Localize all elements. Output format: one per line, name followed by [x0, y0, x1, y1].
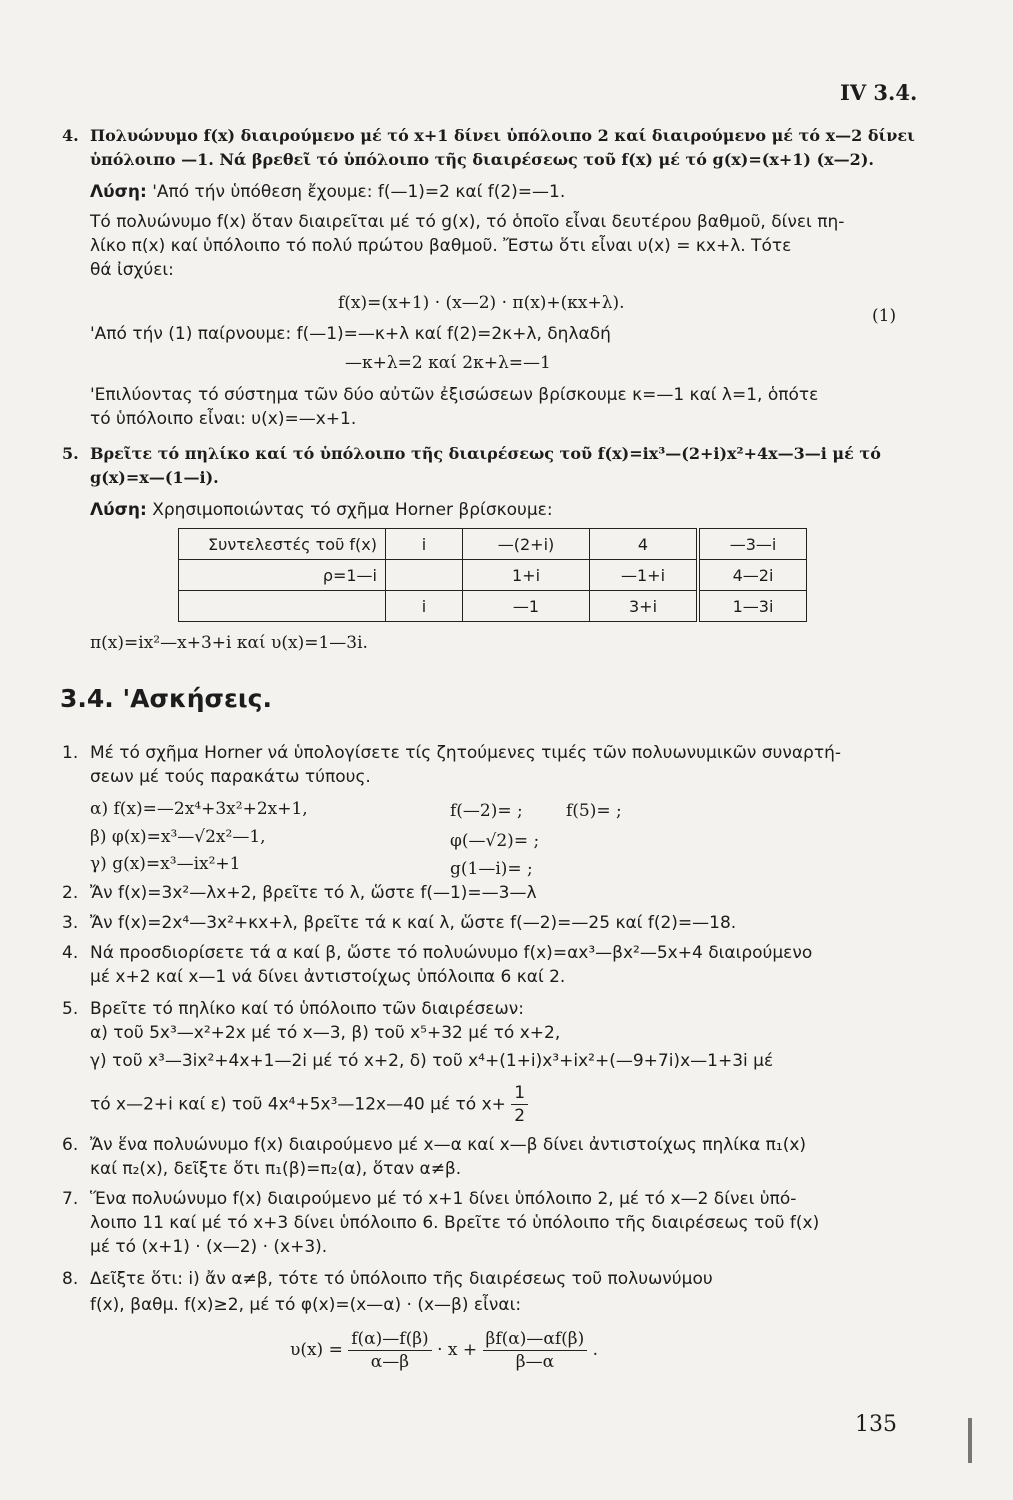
- fraction-denominator: 2: [514, 1106, 526, 1126]
- solution-line: 'Από τήν (1) παίρνουμε: f(—1)=—κ+λ καί f(2)=2κ+λ, δηλαδή: [90, 324, 611, 344]
- table-cell: —1+i: [590, 560, 699, 591]
- fraction-numerator: βf(α)—αf(β): [483, 1328, 588, 1351]
- table-cell: [386, 560, 463, 591]
- fraction-numerator: f(α)—f(β): [348, 1328, 431, 1351]
- section-title: 3.4. 'Ασκήσεις.: [60, 684, 272, 713]
- exercise-line: f(x), βαθμ. f(x)≥2, μέ τό φ(x)=(x—α) · (x—β) εἶναι:: [90, 1295, 522, 1315]
- solution-line: θά ἰσχύει:: [90, 260, 174, 280]
- exercise-number: 3.: [62, 913, 79, 933]
- solution-line: Τό πολυώνυμο f(x) ὅταν διαιρεῖται μέ τό g(x), τό ὁποῖο εἶναι δευτέρου βαθμοῦ, δίνει πη-: [90, 212, 845, 232]
- table-cell: i: [386, 591, 463, 622]
- exercise-line: Ἕνα πολυώνυμο f(x) διαιρούμενο μέ τό x+1 δίνει ὑπόλοιπο 2, μέ τό x—2 δίνει ὑπό-: [90, 1189, 797, 1209]
- exercise-line: μέ τό (x+1) · (x—2) · (x+3).: [90, 1237, 328, 1257]
- table-cell: 4—2i: [698, 560, 807, 591]
- exercise-line: Νά προσδιορίσετε τά α καί β, ὥστε τό πολυώνυμο f(x)=αx³—βx²—5x+4 διαιρούμενο: [90, 943, 813, 963]
- solution-line: λίκο π(x) καί ὑπόλοιπο τό πολύ πρώτου βαθμοῦ. Ἔστω ὅτι εἶναι υ(x) = κx+λ. Τότε: [90, 236, 792, 256]
- table-row: [179, 529, 807, 560]
- table-cell: —1: [463, 591, 590, 622]
- exercise-line: Μέ τό σχῆμα Horner νά ὑπολογίσετε τίς ζητούμενες τιμές τῶν πολυωνυμικῶν συναρτή-: [90, 743, 841, 763]
- equation-tag: (1): [872, 306, 897, 326]
- page-number: 135: [855, 1412, 897, 1437]
- exercise-value: f(5)= ;: [566, 801, 622, 821]
- example-question-line: ὑπόλοιπο —1. Νά βρεθεῖ τό ὑπόλοιπο τῆς διαιρέσεως τοῦ f(x) μέ τό g(x)=(x+1) (x—2).: [90, 150, 874, 169]
- exercise-number: 7.: [62, 1189, 79, 1209]
- fraction: [348, 1328, 431, 1373]
- solution-line: 'Επιλύοντας τό σύστημα τῶν δύο αὐτῶν ἐξισώσεων βρίσκουμε κ=—1 καί λ=1, ὁπότε: [90, 385, 819, 405]
- fraction-denominator: β—α: [515, 1352, 555, 1372]
- exercise-line: λοιπο 11 καί μέ τό x+3 δίνει ὑπόλοιπο 6. Βρεῖτε τό ὑπόλοιπο τῆς διαιρέσεως τοῦ f(x): [90, 1213, 820, 1233]
- exercise-line: καί π₂(x), δεῖξτε ὅτι π₁(β)=π₂(α), ὅταν α≠β.: [90, 1159, 462, 1179]
- solution-line: τό ὑπόλοιπο εἶναι: υ(x)=—x+1.: [90, 409, 357, 429]
- exercise-number: 1.: [62, 743, 79, 763]
- table-cell: i: [386, 529, 463, 560]
- fraction-numerator: 1: [511, 1082, 528, 1105]
- table-row: [179, 560, 807, 591]
- exercise-line: α) τοῦ 5x³—x²+2x μέ τό x—3, β) τοῦ x⁵+32 μέ τό x+2,: [90, 1023, 561, 1043]
- exercise-line: σεων μέ τούς παρακάτω τύπους.: [90, 767, 371, 787]
- formula-operator: · x +: [437, 1340, 478, 1360]
- table-cell: 4: [590, 529, 699, 560]
- margin-mark: [968, 1418, 972, 1463]
- exercise-number: 8.: [62, 1269, 79, 1289]
- equation: —κ+λ=2 καί 2κ+λ=—1: [345, 353, 551, 373]
- exercise-item: γ) g(x)=x³—ix²+1: [90, 854, 241, 874]
- exercise-line: Δεῖξτε ὅτι: i) ἄν α≠β, τότε τό ὑπόλοιπο τῆς διαιρέσεως τοῦ πολυωνύμου: [90, 1269, 713, 1289]
- exercise-line: τό x—2+i καί ε) τοῦ 4x⁴+5x³—12x—40 μέ τό x+: [90, 1094, 506, 1115]
- table-row: [179, 591, 807, 622]
- example-question-line: g(x)=x—(1—i).: [90, 468, 219, 487]
- exercise-value: g(1—i)= ;: [450, 859, 533, 879]
- exercise-number: 5.: [62, 999, 79, 1019]
- example-question-line: Πολυώνυμο f(x) διαιρούμενο μέ τό x+1 δίνει ὑπόλοιπο 2 καί διαιρούμενο μέ τό x—2 δίνει: [90, 126, 915, 145]
- table-cell: 1—3i: [698, 591, 807, 622]
- exercise-item: α) f(x)=—2x⁴+3x²+2x+1,: [90, 799, 308, 819]
- example-number: 4.: [62, 126, 79, 145]
- table-cell: 3+i: [590, 591, 699, 622]
- solution-result: π(x)=ix²—x+3+i καί υ(x)=1—3i.: [90, 633, 368, 653]
- table-cell: 1+i: [463, 560, 590, 591]
- example-number: 5.: [62, 444, 79, 463]
- exercise-item: β) φ(x)=x³—√2x²—1,: [90, 827, 266, 847]
- example-question-line: Βρεῖτε τό πηλίκο καί τό ὑπόλοιπο τῆς διαιρέσεως τοῦ f(x)=ix³—(2+i)x²+4x—3—i μέ τό: [90, 444, 881, 463]
- table-cell: —3—i: [698, 529, 807, 560]
- equation: f(x)=(x+1) · (x—2) · π(x)+(κx+λ).: [338, 293, 625, 313]
- solution-line: Χρησιμοποιώντας τό σχῆμα Horner βρίσκουμε:: [152, 500, 553, 520]
- running-head: IV 3.4.: [840, 80, 918, 105]
- exercise-line: Ἄν f(x)=2x⁴—3x²+κx+λ, βρεῖτε τά κ καί λ, ὥστε f(—2)=—25 καί f(2)=—18.: [90, 913, 737, 933]
- solution-line: 'Από τήν ὑπόθεση ἔχουμε: f(—1)=2 καί f(2)=—1.: [152, 182, 566, 202]
- table-cell: ρ=1—i: [179, 560, 386, 591]
- fraction-denominator: α—β: [370, 1352, 410, 1372]
- exercise-number: 4.: [62, 943, 79, 963]
- table-cell: [179, 591, 386, 622]
- table-cell: —(2+i): [463, 529, 590, 560]
- exercise-number: 2.: [62, 883, 79, 903]
- exercise-number: 6.: [62, 1135, 79, 1155]
- exercise-line: Βρεῖτε τό πηλίκο καί τό ὑπόλοιπο τῶν διαιρέσεων:: [90, 999, 524, 1019]
- horner-table: [178, 528, 807, 622]
- exercise-value: f(—2)= ;: [450, 801, 523, 821]
- formula-end: .: [592, 1340, 599, 1360]
- solution-label: Λύση:: [90, 500, 147, 520]
- exercise-line: γ) τοῦ x³—3ix²+4x+1—2i μέ τό x+2, δ) τοῦ x⁴+(1+i)x³+ix²+(—9+7i)x—1+3i μέ: [90, 1051, 774, 1071]
- fraction: [511, 1082, 528, 1127]
- exercise-line: Ἄν f(x)=3x²—λx+2, βρεῖτε τό λ, ὥστε f(—1)=—3—λ: [90, 883, 537, 903]
- formula-lhs: υ(x) =: [290, 1340, 343, 1360]
- formula: [290, 1328, 598, 1373]
- exercise-line: μέ x+2 καί x—1 νά δίνει ἀντιστοίχως ὑπόλοιπα 6 καί 2.: [90, 967, 566, 987]
- table-cell: Συντελεστές τοῦ f(x): [179, 529, 386, 560]
- exercise-value: φ(—√2)= ;: [450, 831, 540, 851]
- solution-label: Λύση:: [90, 182, 147, 202]
- exercise-line: Ἄν ἕνα πολυώνυμο f(x) διαιρούμενο μέ x—α καί x—β δίνει ἀντιστοίχως πηλίκα π₁(x): [90, 1135, 807, 1155]
- fraction: [483, 1328, 588, 1373]
